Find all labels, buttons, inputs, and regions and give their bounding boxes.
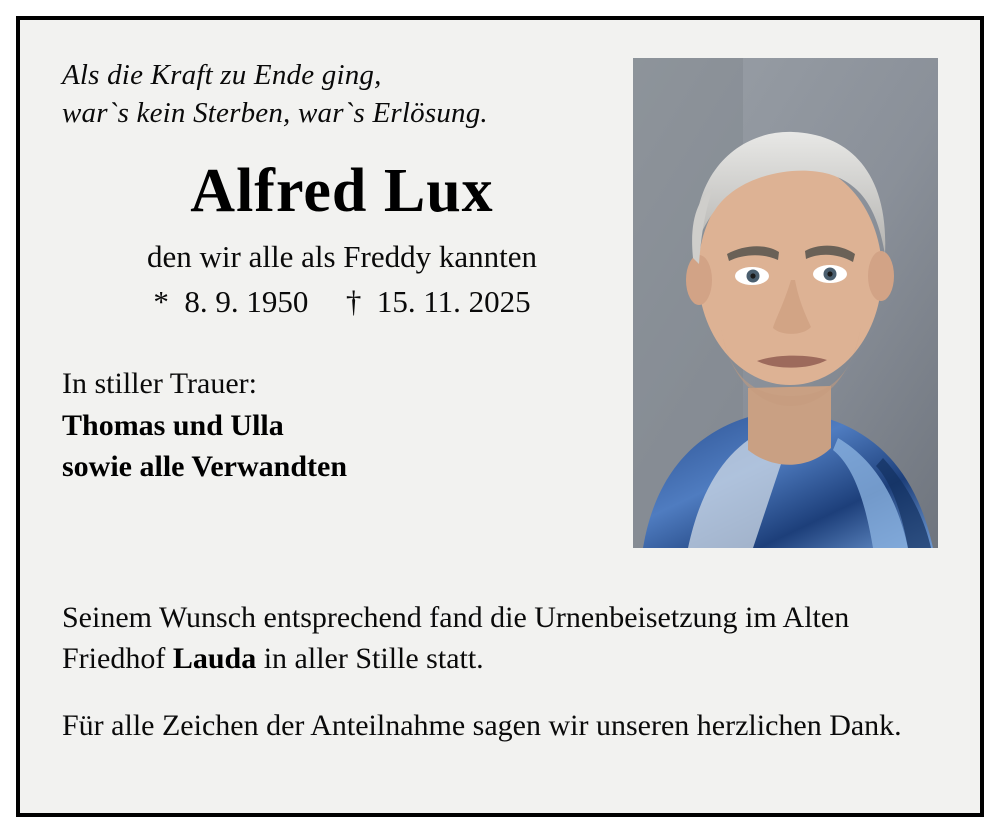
place-lauda: Lauda [172,641,257,675]
paragraph-burial-after: in aller Stille statt. [256,641,484,675]
birth-date: 8. 9. 1950 [184,283,309,319]
death-date: 15. 11. 2025 [376,283,531,319]
portrait-photo [633,58,938,548]
deceased-name: Alfred Lux [190,156,494,225]
paragraph-burial [62,598,952,680]
mourning-lead: In stiller Trauer: [62,367,257,400]
nickname-line: den wir alle als Freddy kannten [147,238,537,274]
mourning-name-1: Thomas und Ulla [62,408,284,442]
cross-symbol: † [345,283,362,319]
mourning-name-2: sowie alle Verwandten [62,449,347,483]
quote-line-2: war`s kein Sterben, war`s Erlösung. [62,97,488,130]
birth-symbol: * [153,283,169,319]
life-dates [62,283,622,320]
notice-inner [20,20,980,813]
quote-line-1: Als die Kraft zu Ende ging, [62,59,382,91]
paragraph-thanks: Für alle Zeichen der Anteilnahme sagen wir unseren herzlichen Dank. [62,709,902,742]
quote-block [62,56,622,133]
paragraph-burial-before: Seinem Wunsch entsprechend fand die Urnenbeisetzung im Alten Friedhof [62,601,850,675]
portrait-illustration [633,58,938,548]
obituary-notice-card [16,16,984,817]
mourning-block [62,364,622,487]
